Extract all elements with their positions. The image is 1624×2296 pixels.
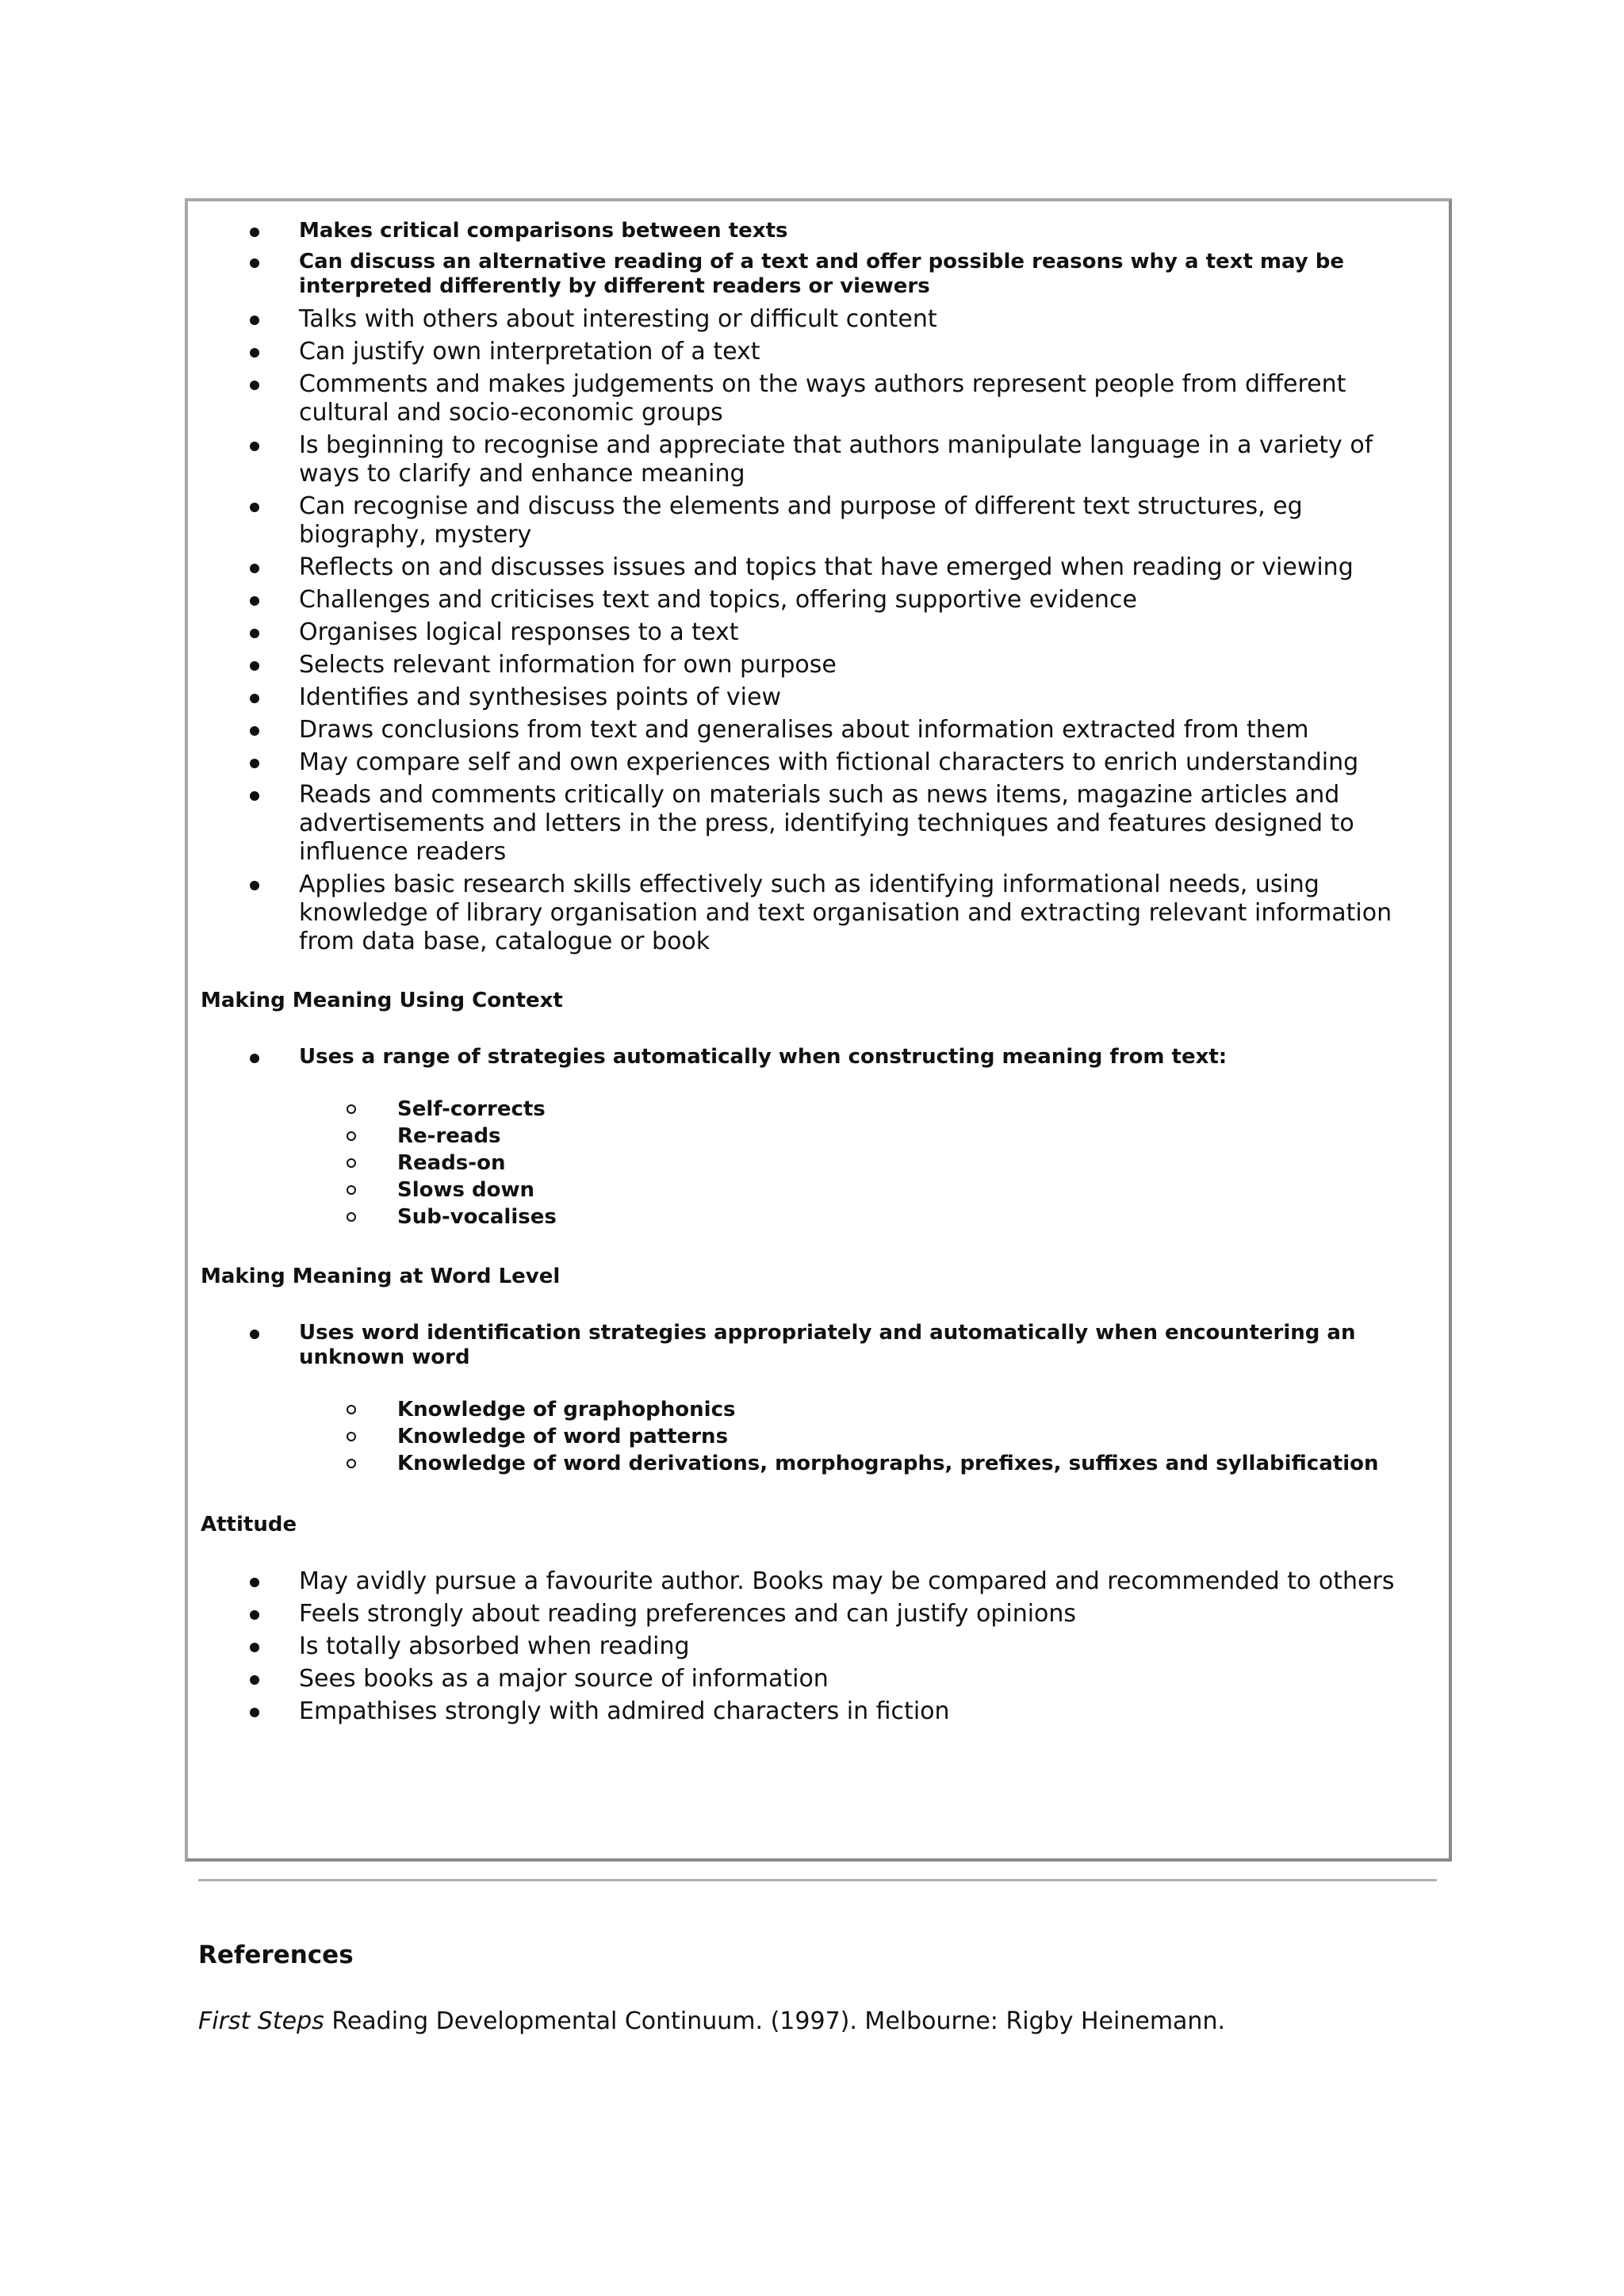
bold-indicator-list xyxy=(201,219,1438,299)
list-item: Selects relevant information for own purpose xyxy=(201,651,1438,679)
reference-entry xyxy=(198,2007,1225,2037)
bullet-icon xyxy=(250,348,259,358)
bullet-icon xyxy=(250,694,259,703)
reference-title: First Steps xyxy=(198,2007,324,2035)
list-item: Reads and comments critically on materials such as news items, magazine articles and advertisements and letters in the press, identifying techniques and features designed to influence readers xyxy=(201,781,1438,867)
list-item: Sees books as a major source of information xyxy=(201,1665,1438,1693)
circle-bullet-icon xyxy=(347,1212,356,1222)
bullet-icon xyxy=(250,791,259,801)
bullet-icon xyxy=(250,1578,259,1587)
word-level-sublist xyxy=(201,1396,1438,1477)
list-item: Challenges and criticises text and topics, offering supportive evidence xyxy=(201,586,1438,614)
bullet-icon xyxy=(250,564,259,573)
list-item: May compare self and own experiences with fictional characters to enrich understanding xyxy=(201,748,1438,777)
bullet-icon xyxy=(250,1708,259,1717)
circle-bullet-icon xyxy=(347,1104,356,1114)
bullet-icon xyxy=(250,661,259,671)
sub-list-item: Sub-vocalises xyxy=(201,1203,1438,1230)
sub-list-item: Slows down xyxy=(201,1177,1438,1203)
bullet-icon xyxy=(250,442,259,451)
circle-bullet-icon xyxy=(347,1131,356,1141)
list-item: Applies basic research skills effectively such as identifying informational needs, using knowledge of library organisation and text organisation and extracting relevant information from data base, catalogue or book xyxy=(201,871,1438,956)
list-item: Comments and makes judgements on the ways authors represent people from different cultural and socio-economic groups xyxy=(201,370,1438,427)
circle-bullet-icon xyxy=(347,1459,356,1468)
section-heading-word-level: Making Meaning at Word Level xyxy=(201,1265,561,1288)
list-item: Uses word identification strategies appropriately and automatically when encountering an unknown word xyxy=(201,1321,1438,1370)
bullet-icon xyxy=(250,381,259,390)
list-item: Reflects on and discusses issues and topics that have emerged when reading or viewing xyxy=(201,553,1438,582)
reference-details: Reading Developmental Continuum. (1997). Melbourne: Rigby Heinemann. xyxy=(324,2007,1225,2035)
sub-list-item: Knowledge of word derivations, morphographs, prefixes, suffixes and syllabification xyxy=(201,1450,1438,1477)
bullet-icon xyxy=(250,316,259,325)
divider xyxy=(198,1879,1437,1881)
list-item: Draws conclusions from text and generalises about information extracted from them xyxy=(201,716,1438,744)
sub-list-item: Reads-on xyxy=(201,1150,1438,1177)
bullet-icon xyxy=(250,1610,259,1620)
bullet-icon xyxy=(250,596,259,606)
bullet-icon xyxy=(250,503,259,512)
circle-bullet-icon xyxy=(347,1432,356,1441)
sub-list-item: Knowledge of graphophonics xyxy=(201,1396,1438,1423)
attitude-list xyxy=(201,1567,1438,1726)
context-list xyxy=(201,1045,1438,1070)
sub-list-item: Re-reads xyxy=(201,1123,1438,1150)
section-heading-attitude: Attitude xyxy=(201,1513,297,1536)
sub-list-item: Knowledge of word patterns xyxy=(201,1423,1438,1450)
list-item: Identifies and synthesises points of view xyxy=(201,683,1438,712)
context-sublist xyxy=(201,1096,1438,1230)
list-item: Organises logical responses to a text xyxy=(201,618,1438,647)
continuum-box xyxy=(185,198,1452,1862)
list-item: Can justify own interpretation of a text xyxy=(201,338,1438,366)
bullet-icon xyxy=(250,726,259,736)
list-item: Is totally absorbed when reading xyxy=(201,1632,1438,1661)
list-item: May avidly pursue a favourite author. Books may be compared and recommended to others xyxy=(201,1567,1438,1596)
list-item: Empathises strongly with admired characters in fiction xyxy=(201,1697,1438,1726)
list-item: Can recognise and discuss the elements and purpose of different text structures, eg biography, mystery xyxy=(201,492,1438,549)
section-heading-context: Making Meaning Using Context xyxy=(201,989,563,1012)
bullet-icon xyxy=(250,258,259,268)
references-heading: References xyxy=(198,1941,354,1969)
list-item: Makes critical comparisons between texts xyxy=(201,219,1438,243)
bullet-icon xyxy=(250,881,259,890)
circle-bullet-icon xyxy=(347,1185,356,1195)
list-item: Talks with others about interesting or difficult content xyxy=(201,305,1438,334)
bullet-icon xyxy=(250,759,259,768)
list-item: Is beginning to recognise and appreciate that authors manipulate language in a variety of ways to clarify and enhance meaning xyxy=(201,431,1438,488)
bullet-icon xyxy=(250,1675,259,1685)
word-level-list xyxy=(201,1321,1438,1370)
sub-list-item: Self-corrects xyxy=(201,1096,1438,1123)
bullet-icon xyxy=(250,1330,259,1339)
circle-bullet-icon xyxy=(347,1405,356,1414)
list-item: Feels strongly about reading preferences and can justify opinions xyxy=(201,1600,1438,1628)
circle-bullet-icon xyxy=(347,1158,356,1168)
bullet-icon xyxy=(250,228,259,237)
bullet-icon xyxy=(250,1054,259,1063)
bullet-icon xyxy=(250,629,259,638)
indicator-list xyxy=(201,305,1438,956)
list-item: Uses a range of strategies automatically when constructing meaning from text: xyxy=(201,1045,1438,1070)
bullet-icon xyxy=(250,1643,259,1652)
list-item: Can discuss an alternative reading of a text and offer possible reasons why a text may be interpreted differently by different readers or viewers xyxy=(201,250,1438,299)
